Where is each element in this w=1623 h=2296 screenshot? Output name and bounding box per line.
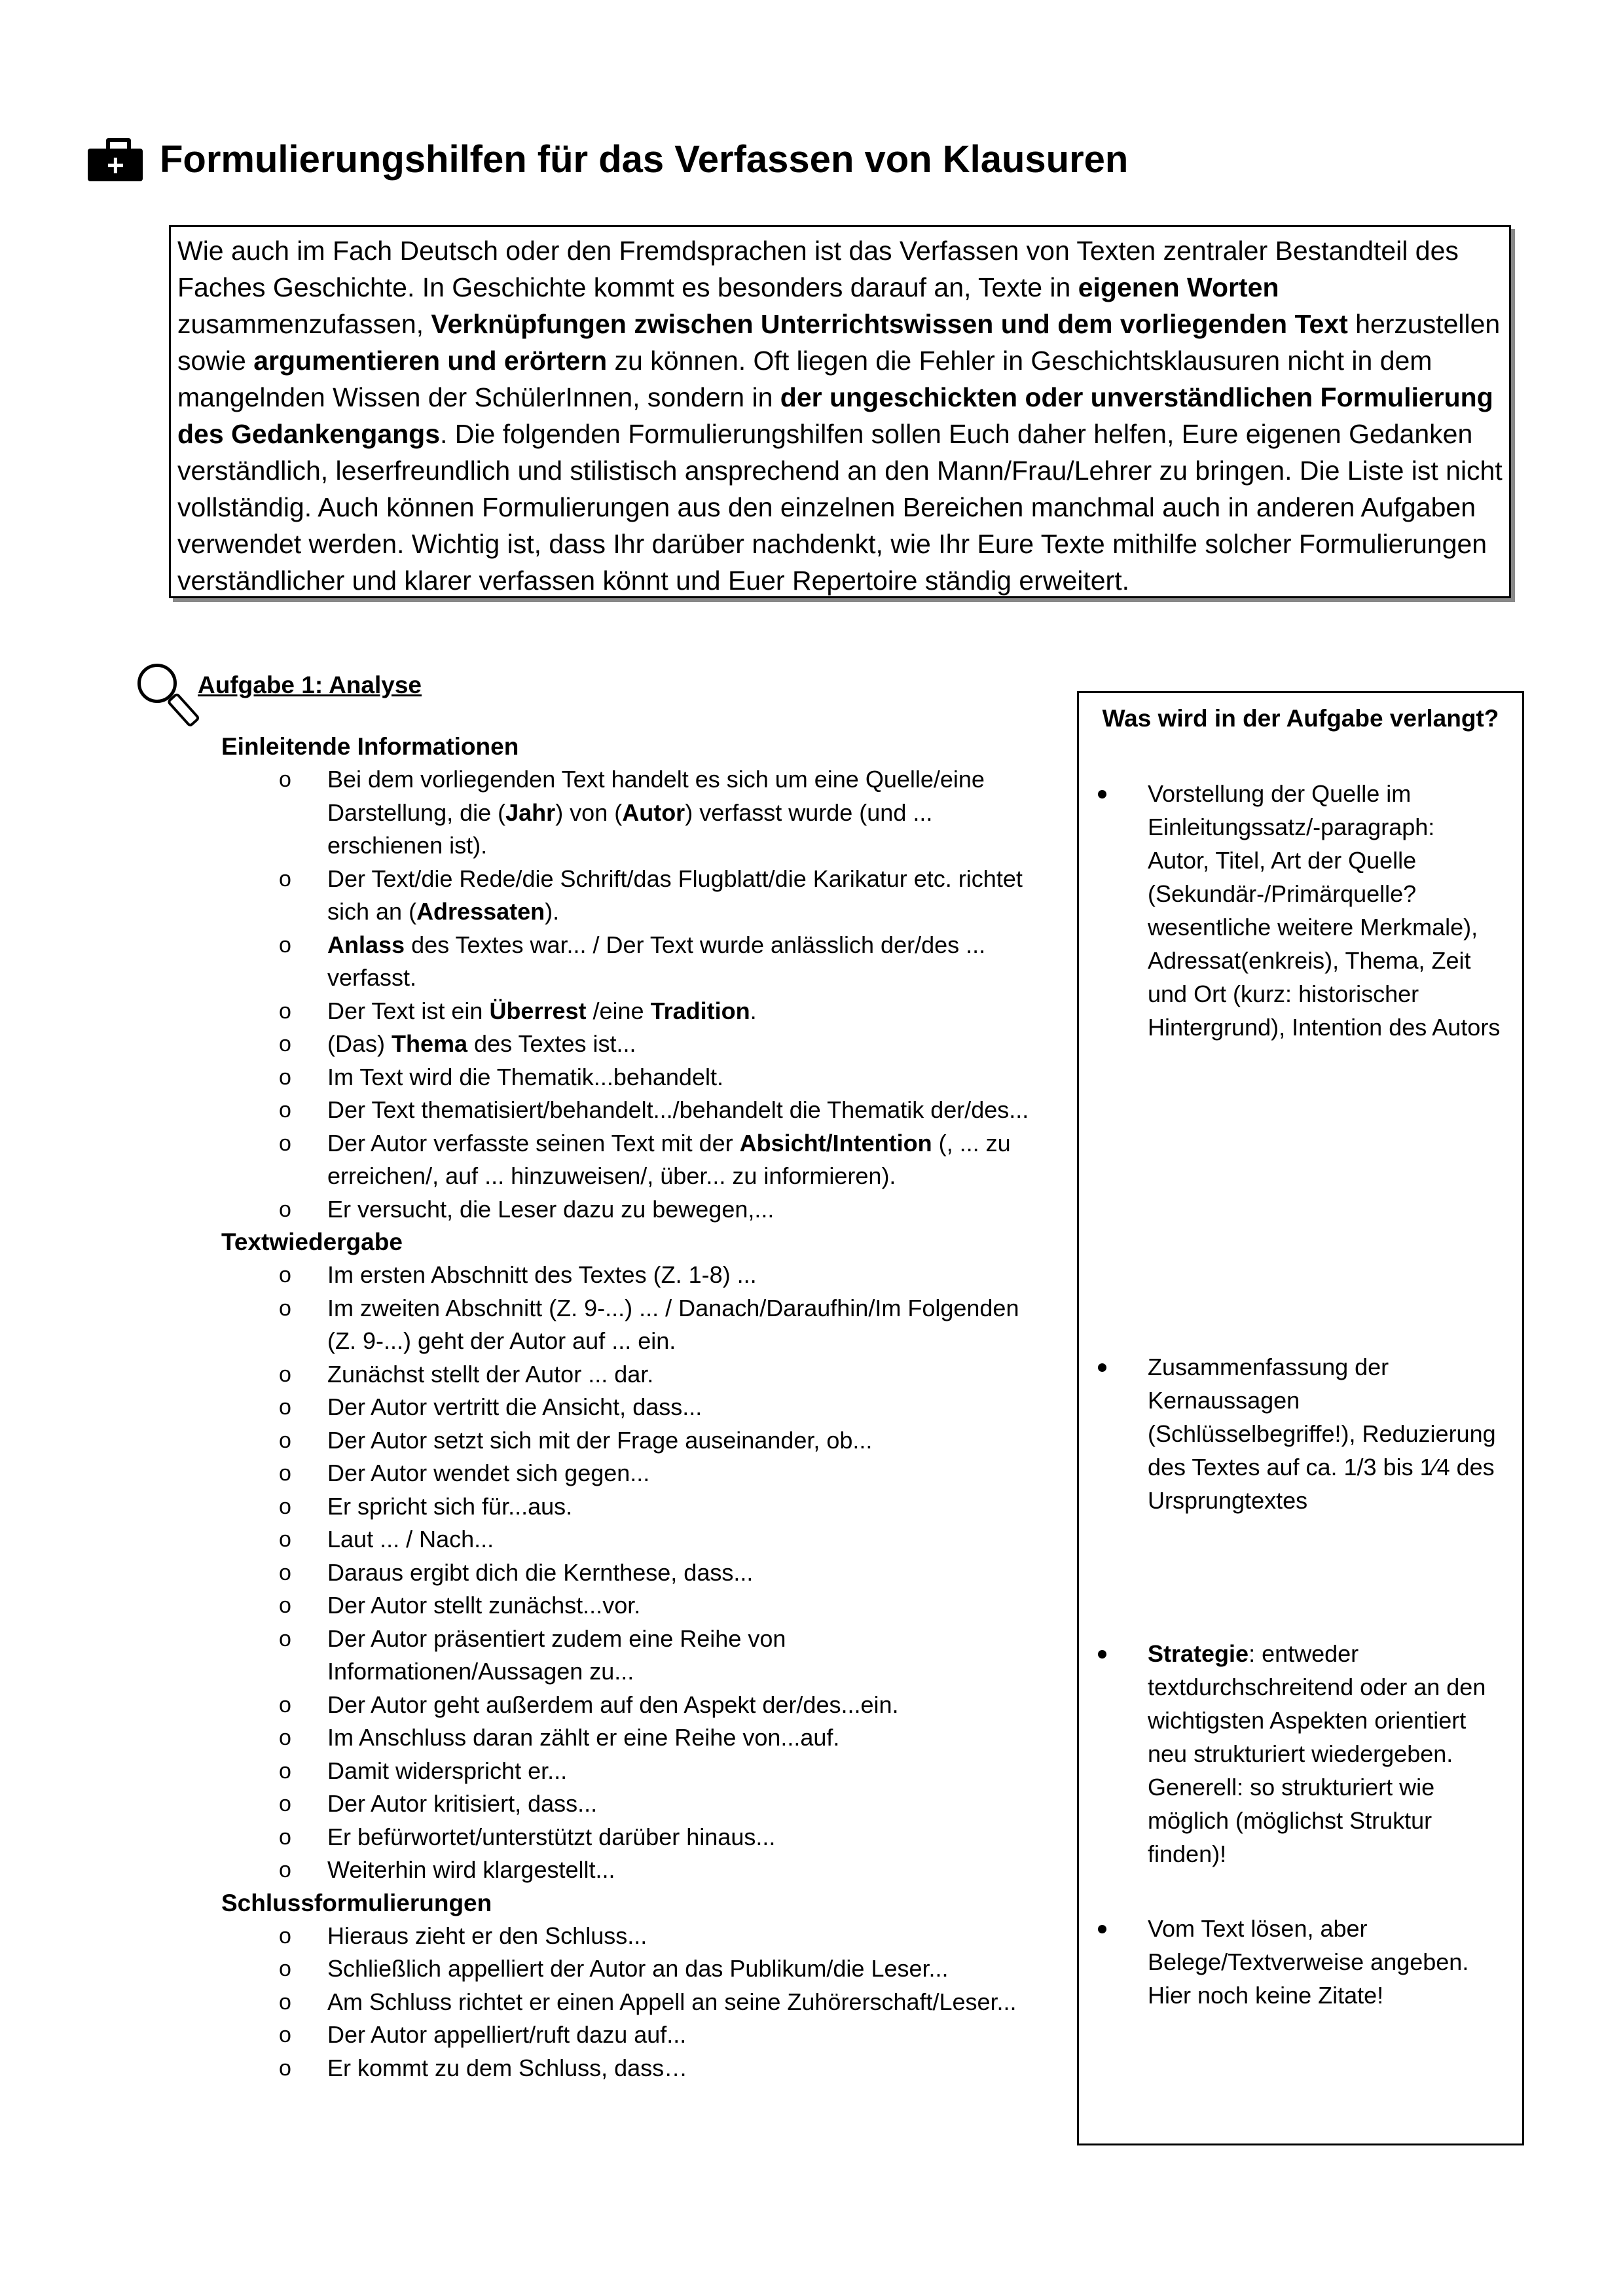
requirements-title: Was wird in der Aufgabe verlangt?	[1102, 705, 1499, 732]
bold-text: der ungeschickten oder unverständlichen Formulierung des Gedankengangs	[177, 382, 1493, 449]
requirement-item	[1148, 1912, 1501, 2012]
text-run: ) von (	[555, 798, 623, 826]
text-run: Der Autor präsentiert zudem eine Reihe von Informationen/Aussagen zu...	[327, 1624, 786, 1685]
text-run: Zusammenfassung der Kernaussagen (Schlüsselbegriffe!), Reduzierung des Textes auf ca. 1/3 bis 1⁄4 des Ursprungtextes	[1148, 1354, 1496, 1514]
text-run: Im ersten Abschnitt des Textes (Z. 1-8) ...	[327, 1261, 757, 1288]
text-run: Vom Text lösen, aber Belege/Textverweise angeben. Hier noch keine Zitate!	[1148, 1915, 1469, 2009]
requirement-item	[1148, 777, 1501, 1044]
text-run: Laut ... / Nach...	[327, 1526, 494, 1552]
text-run: Der Text ist ein	[327, 997, 490, 1024]
list-item	[327, 1490, 1046, 1524]
list-item	[327, 1755, 1046, 1788]
requirement-text	[1148, 780, 1500, 1041]
text-run: Zunächst stellt der Autor ... dar.	[327, 1360, 654, 1388]
list-item	[327, 1721, 1046, 1755]
text-run: Er versucht, die Leser dazu zu bewegen,...	[327, 1195, 775, 1223]
list-item	[327, 1556, 1046, 1590]
requirement-text	[1148, 1640, 1486, 1867]
list-item	[327, 1292, 1046, 1358]
requirement-item	[1148, 1637, 1501, 1871]
first-aid-kit-icon: +	[88, 138, 143, 181]
text-run: .	[750, 997, 757, 1024]
text-run: Damit widerspricht er...	[327, 1757, 568, 1784]
list-item	[327, 1689, 1046, 1722]
text-run: Der Autor vertritt die Ansicht, dass...	[327, 1393, 702, 1420]
text-run: Im Text wird die Thematik...behandelt.	[327, 1063, 723, 1090]
bold-text: eigenen Worten	[1078, 272, 1279, 302]
section-summary	[221, 1226, 1046, 1887]
list-item	[327, 1094, 1046, 1127]
title-row	[88, 137, 1128, 181]
section-heading: Einleitende Informationen	[221, 733, 519, 760]
bullet-icon	[1098, 1650, 1106, 1659]
bold-text: Jahr	[505, 798, 556, 826]
text-run: (, ... zu erreichen/, auf ... hinzuweisen/, über... zu informieren).	[327, 1129, 1011, 1189]
requirements-box	[1077, 691, 1524, 2145]
list-item	[327, 1920, 1046, 1953]
list-item	[327, 995, 1046, 1028]
bullet-icon	[1098, 790, 1106, 798]
list-item	[327, 863, 1046, 929]
text-run: des Textes war... / Der Text wurde anlässlich der/des ... verfasst.	[327, 931, 986, 991]
text-run: Der Text/die Rede/die Schrift/das Flugblatt/die Karikatur etc. richtet sich an (	[327, 865, 1023, 925]
text-run: Der Autor verfasste seinen Text mit der	[327, 1129, 740, 1157]
text-run: herzustellen sowie	[177, 309, 1501, 376]
bold-text: Überrest	[489, 997, 587, 1024]
text-run: Der Autor geht außerdem auf den Aspekt der/des...ein.	[327, 1691, 899, 1718]
section-items	[221, 763, 1046, 1226]
text-run: Der Autor appelliert/ruft dazu auf...	[327, 2021, 687, 2048]
text-run: Der Autor wendet sich gegen...	[327, 1460, 650, 1486]
text-run: Im Anschluss daran zählt er eine Reihe von...auf.	[327, 1724, 840, 1751]
bold-text: Absicht/Intention	[739, 1129, 932, 1157]
text-run: Hieraus zieht er den Schluss...	[327, 1922, 647, 1949]
list-item	[327, 2052, 1046, 2085]
text-run: Bei dem vorliegenden Text handelt es sich um eine Quelle/eine Darstellung, die (	[327, 766, 985, 826]
text-run: : entweder textdurchschreitend oder an den wichtigsten Aspekten orientiert neu strukturiert wiedergeben. Generell: so strukturiert wie möglich (möglichst Struktur finden)!	[1148, 1640, 1486, 1867]
text-run: Am Schluss richtet er einen Appell an seine Zuhörerschaft/Leser...	[327, 1988, 1017, 2015]
list-item	[327, 1391, 1046, 1424]
bullet-icon	[1098, 1363, 1106, 1372]
bold-text: Anlass	[327, 931, 405, 958]
section-items	[221, 1920, 1046, 2085]
text-run: Vorstellung der Quelle im Einleitungssatz/-paragraph: Autor, Titel, Art der Quelle (Sekundär-/Primärquelle? wesentliche weitere Merkmale), Adressat(enkreis), Thema, Zeit und Ort (kurz: historischer Hintergrund), Intention des Autors	[1148, 780, 1501, 1041]
bold-text: Strategie	[1148, 1640, 1249, 1667]
list-item	[327, 1986, 1046, 2019]
bold-text: Adressaten	[416, 898, 545, 925]
text-run: des Textes ist...	[467, 1030, 636, 1057]
list-item	[327, 1424, 1046, 1458]
list-item	[327, 1061, 1046, 1094]
text-run: ).	[545, 898, 560, 925]
bullet-icon	[1098, 1925, 1106, 1933]
list-item	[327, 1259, 1046, 1292]
text-run: . Die folgenden Formulierungshilfen sollen Euch daher helfen, Eure eigenen Gedanken verständlich, leserfreundlich und stilistisch ansprechend an den Mann/Frau/Lehrer zu bringen. Die Liste ist nicht vollständig. Auch können Formulierungen aus den einzelnen Bereichen manchmal auch in anderen Aufgaben verwendet werden. Wichtig ist, dass Ihr darüber nachdenkt, wie Ihr Eure Texte mithilfe solcher Formulierungen verständlicher und klarer verfassen könnt und Euer Repertoire ständig erweitert.	[177, 419, 1503, 596]
intro-text	[177, 232, 1503, 599]
text-run: Schließlich appelliert der Autor an das Publikum/die Leser...	[327, 1955, 949, 1982]
text-run: Der Autor stellt zunächst...vor.	[327, 1592, 641, 1619]
list-item	[327, 1787, 1046, 1821]
text-run: Er spricht sich für...aus.	[327, 1492, 573, 1520]
text-run: Der Autor setzt sich mit der Frage auseinander, ob...	[327, 1426, 873, 1454]
requirement-item	[1148, 1350, 1501, 1517]
text-run: Der Autor kritisiert, dass...	[327, 1790, 598, 1817]
requirement-text	[1148, 1915, 1468, 2009]
text-run: (Das)	[327, 1030, 392, 1057]
magnifier-icon	[136, 662, 191, 728]
bold-text: Autor	[622, 798, 685, 826]
text-run: Er befürwortet/unterstützt darüber hinaus...	[327, 1823, 776, 1850]
list-item	[327, 1952, 1046, 1986]
text-run: Wie auch im Fach Deutsch oder den Fremdsprachen ist das Verfassen von Texten zentraler Bestandteil des Faches Geschichte. In Geschichte kommt es besonders darauf an, Texte in	[177, 236, 1459, 302]
list-item	[327, 1457, 1046, 1490]
task-heading-row	[136, 662, 422, 728]
section-items	[221, 1259, 1046, 1887]
task-title: Aufgabe 1: Analyse	[198, 672, 422, 698]
text-run: ) verfasst wurde (und ... erschienen ist).	[327, 798, 933, 859]
section-conclusion	[221, 1887, 1046, 2085]
bold-text: Tradition	[650, 997, 750, 1024]
list-item	[327, 1854, 1046, 1887]
section-heading: Textwiedergabe	[221, 1229, 403, 1255]
intro-box	[169, 225, 1511, 598]
requirement-text	[1148, 1354, 1496, 1514]
text-run: Im zweiten Abschnitt (Z. 9-...) ... / Danach/Daraufhin/Im Folgenden (Z. 9-...) geht der Autor auf ... ein.	[327, 1294, 1019, 1354]
list-item	[327, 1127, 1046, 1193]
page-title: Formulierungshilfen für das Verfassen von Klausuren	[160, 138, 1129, 181]
list-item	[327, 1623, 1046, 1689]
list-item	[327, 1028, 1046, 1061]
list-item	[327, 1523, 1046, 1556]
list-item	[327, 2018, 1046, 2052]
text-run: Der Text thematisiert/behandelt.../behandelt die Thematik der/des...	[327, 1096, 1029, 1123]
text-run: Weiterhin wird klargestellt...	[327, 1856, 615, 1883]
bold-text: Verknüpfungen zwischen Unterrichtswissen und dem vorliegenden Text	[431, 309, 1348, 339]
text-run: Daraus ergibt dich die Kernthese, dass...	[327, 1558, 754, 1586]
list-item	[327, 1821, 1046, 1854]
bold-text: argumentieren und erörtern	[253, 346, 608, 376]
text-run: /eine	[586, 997, 651, 1024]
list-item	[327, 1193, 1046, 1227]
list-item	[327, 929, 1046, 995]
bold-text: Thema	[392, 1030, 468, 1057]
text-run: Er kommt zu dem Schluss, dass…	[327, 2054, 688, 2081]
section-heading: Schlussformulierungen	[221, 1889, 492, 1916]
section-intro	[221, 730, 1046, 1226]
list-item	[327, 1358, 1046, 1391]
text-run: zusammenzufassen,	[177, 309, 431, 339]
list-item	[327, 763, 1046, 863]
text-run: zu können. Oft liegen die Fehler in Geschichtsklausuren nicht in dem mangelnden Wissen der SchülerInnen, sondern in	[177, 346, 1432, 412]
list-item	[327, 1589, 1046, 1623]
phrase-list	[221, 730, 1046, 2085]
